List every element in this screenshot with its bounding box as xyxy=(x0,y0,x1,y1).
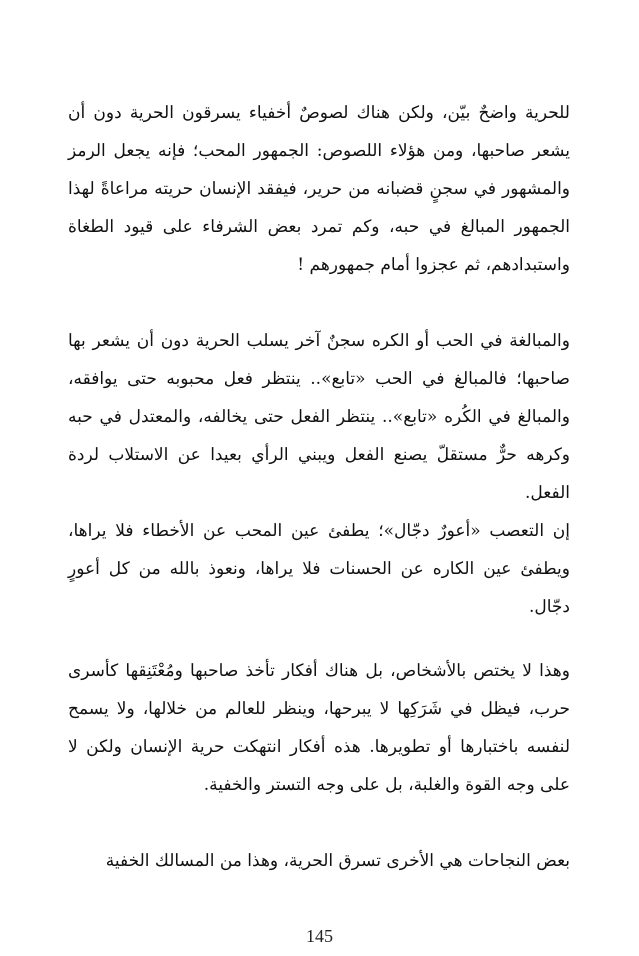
paragraph-5: بعض النجاحات هي الأخرى تسرق الحرية، وهذا من المسالك الخفية xyxy=(105,851,570,871)
paragraph-block-4 xyxy=(68,652,570,804)
paragraph-block-5 xyxy=(68,842,570,880)
paragraph-3: إن التعصب «أعورٌ دجّال»؛ يطفئ عين المحب عن الأخطاء فلا يراها، ويطفئ عين الكاره عن الحسنات فلا يراها، ونعوذ بالله من كل أعورٍ دجّال. xyxy=(68,521,570,617)
paragraph-2: والمبالغة في الحب أو الكره سجنٌ آخر يسلب الحرية دون أن يشعر بها صاحبها؛ فالمبالغ في الحب «تابع».. ينتظر فعل محبوبه حتى يوافقه، والمبالغ في الكُره «تابع».. ينتظر الفعل حتى يخالفه، والمعتدل في حبه وكرهه حرٌّ مستقلّ يصنع الفعل ويبني الرأي بعيدا عن الاستلاب لردة الفعل. xyxy=(68,331,570,503)
paragraph-4: وهذا لا يختص بالأشخاص، بل هناك أفكار تأخذ صاحبها ومُعْتَنِقها كأسرى حرب، فيظل في شَرَكِها لا يبرحها، وينظر للعالم من خلالها، ولا يسمح لنفسه باختبارها أو تطويرها. هذه أفكار انتهكت حرية الإنسان ولكن لا على وجه القوة والغلبة، بل على وجه التستر والخفية. xyxy=(68,661,570,795)
page-number: 145 xyxy=(306,926,333,946)
paragraph-block-1 xyxy=(68,94,570,284)
paragraph-block-3 xyxy=(68,512,570,626)
paragraph-block-2 xyxy=(68,322,570,512)
paragraph-1: للحرية واضحٌ بيّن، ولكن هناك لصوصٌ أخفياء يسرقون الحرية دون أن يشعر صاحبها، ومن هؤلاء اللصوص: الجمهور المحب؛ فإنه يجعل الرمز والمشهور في سجنٍ قضبانه من حرير، فيفقد الإنسان حريته مراعاةً لهذا الجمهور المبالغ في حبه، وكم تمرد بعض الشرفاء على قيود الطغاة واستبدادهم، ثم عجزوا أمام جمهورهم ! xyxy=(68,103,570,275)
